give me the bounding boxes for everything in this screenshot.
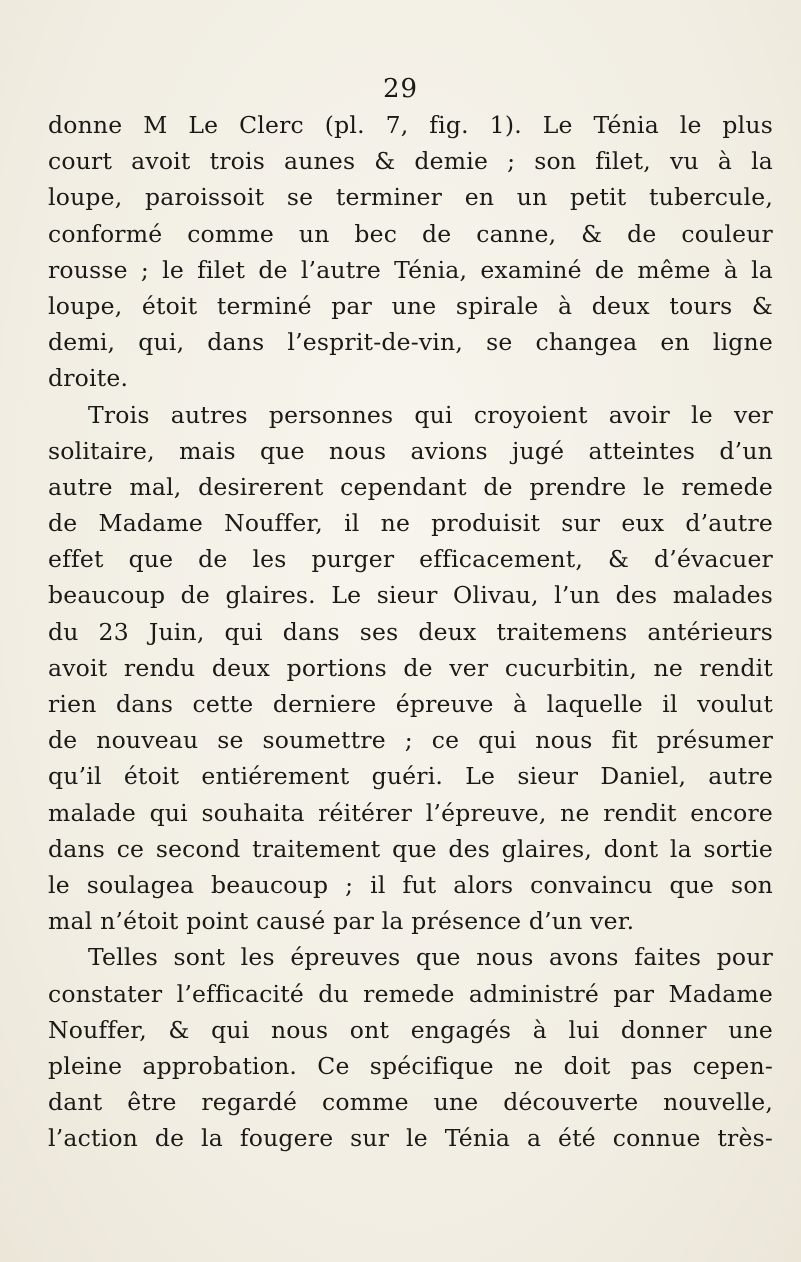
text-line: mal n’étoit point causé par la présence d’un ver.: [48, 907, 635, 936]
text-line: constater l’efficacité du remede administré par Madame: [48, 979, 773, 1008]
text-line: rien dans cette derniere épreuve à laquelle il voulut: [48, 690, 773, 718]
text-line: qu’il étoit entiérement guéri. Le sieur Daniel, autre: [48, 762, 773, 791]
text-line: effet que de les purger efficacement, & d’évacuer: [48, 545, 773, 574]
text-line: beaucoup de glaires. Le sieur Olivau, l’un des malades: [48, 581, 773, 610]
text-line: pleine approbation. Ce spécifique ne doit pas cepen-: [48, 1051, 773, 1080]
text-line: avoit rendu deux portions de ver cucurbitin, ne rendit: [48, 653, 773, 682]
text-line: malade qui souhaita réitérer l’épreuve, ne rendit encore: [48, 798, 773, 827]
text-line: Telles sont les épreuves que nous avons faites pour: [88, 943, 773, 972]
text-line: solitaire, mais que nous avions jugé atteintes d’un: [48, 436, 773, 465]
page-number: 29: [382, 74, 419, 104]
text-line: conformé comme un bec de canne, & de couleur: [48, 219, 773, 248]
text-line: de Madame Nouffer, il ne produisit sur eux d’autre: [48, 509, 773, 538]
text-line: demi, qui, dans l’esprit-de-vin, se changea en ligne: [48, 328, 773, 357]
text-line: du 23 Juin, qui dans ses deux traitemens antérieurs: [48, 617, 773, 646]
text-line: court avoit trois aunes & demie ; son filet, vu à la: [48, 147, 773, 176]
text-line: donne M Le Clerc (pl. 7, fig. 1). Le Ténia le plus: [48, 111, 773, 139]
text-line: dans ce second traitement que des glaires, dont la sortie: [48, 834, 773, 863]
text-line: dant être regardé comme une découverte nouvelle,: [48, 1088, 773, 1117]
body-text: [48, 107, 773, 1156]
text-line: loupe, étoit terminé par une spirale à deux tours &: [48, 291, 773, 320]
text-line: Nouffer, & qui nous ont engagés à lui donner une: [48, 1015, 773, 1044]
text-line: droite.: [48, 364, 129, 393]
text-line: rousse ; le filet de l’autre Ténia, examiné de même à la: [48, 255, 773, 284]
text-line: Trois autres personnes qui croyoient avoir le ver: [88, 400, 773, 429]
text-line: loupe, paroissoit se terminer en un petit tubercule,: [48, 183, 773, 212]
text-line: le soulagea beaucoup ; il fut alors convaincu que son: [48, 870, 773, 899]
text-line: l’action de la fougere sur le Ténia a été connue très-: [48, 1124, 773, 1153]
text-line: de nouveau se soumettre ; ce qui nous fit présumer: [48, 726, 773, 755]
text-line: autre mal, desirerent cependant de prendre le remede: [48, 472, 773, 501]
